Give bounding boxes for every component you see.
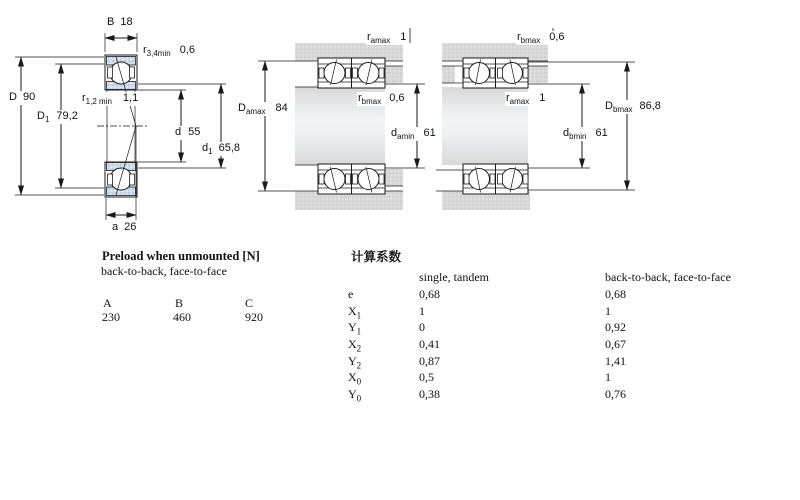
factor-value-paired: 1,41 (605, 354, 626, 368)
factor-row-label: $Y_2$ (348, 354, 362, 371)
dim-ramax-a: $r_{amax}$ 1 (367, 31, 407, 46)
factor-value-single: 0,38 (419, 387, 440, 401)
factor-row-label: $X_2$ (348, 337, 362, 354)
factor-value-single: 0 (419, 320, 425, 334)
mounted-pair-a-drawing (258, 28, 425, 210)
dim-a: a 26 (111, 221, 137, 235)
factor-row-label: e (348, 287, 354, 301)
preload-value-a: 230 (102, 310, 120, 324)
dim-d1: $d_1$ 65,8 (202, 142, 240, 157)
factors-col1-header: single, tandem (419, 270, 489, 284)
dim-d: d 55 (174, 126, 201, 140)
preload-header-c: C (245, 296, 254, 310)
dim-Damax: $D_{amax}$ 84 (238, 102, 288, 117)
preload-value-b: 460 (173, 310, 191, 324)
factor-value-single: 1 (419, 304, 425, 318)
preload-subtitle: back-to-back, face-to-face (101, 264, 227, 278)
factor-value-single: 0,5 (419, 370, 434, 384)
factors-title: 计算系数 (351, 250, 402, 264)
factor-value-paired: 0,68 (605, 287, 626, 301)
factor-value-paired: 0,67 (605, 337, 626, 351)
mounted-pair-b-drawing (436, 28, 635, 210)
factor-row-label: $Y_0$ (348, 387, 362, 404)
factor-value-single: 0,68 (419, 287, 440, 301)
factor-value-paired: 1 (605, 304, 611, 318)
preload-header-a: A (103, 296, 112, 310)
dim-rbmax-a: $r_{bmax}$ 0,6 (358, 92, 405, 107)
dim-B: B 18 (106, 16, 134, 30)
factor-value-paired: 0,76 (605, 387, 626, 401)
preload-value-c: 920 (245, 310, 263, 324)
dim-dbmin: $d_{bmin}$ 61 (563, 127, 608, 142)
dim-D1: $D_1$ 79,2 (37, 110, 78, 125)
factors-col2-header: back-to-back, face-to-face (605, 270, 731, 284)
dim-ramax-b: $r_{amax}$ 1 (506, 92, 546, 107)
dim-D: D 90 (8, 91, 36, 105)
factor-value-single: 0,87 (419, 354, 440, 368)
dim-r12min: $r_{1,2 min}$ 1,1 (82, 92, 139, 107)
dim-r34min: $r_{3,4min}$ 0,6 (143, 44, 195, 59)
preload-header-b: B (175, 296, 184, 310)
dim-rbmax-b: $r_{bmax}$ 0,6 (517, 31, 565, 46)
factor-value-single: 0,41 (419, 337, 440, 351)
factor-value-paired: 1 (605, 370, 611, 384)
factor-row-label: $X_0$ (348, 370, 362, 387)
dim-Dbmax: $D_{bmax}$ 86,8 (605, 100, 661, 115)
preload-title: Preload when unmounted [N] (102, 249, 260, 263)
factor-row-label: $X_1$ (348, 304, 362, 321)
factor-value-paired: 0,92 (605, 320, 626, 334)
dim-damin: $d_{amin}$ 61 (391, 127, 436, 142)
factor-row-label: $Y_1$ (348, 320, 362, 337)
